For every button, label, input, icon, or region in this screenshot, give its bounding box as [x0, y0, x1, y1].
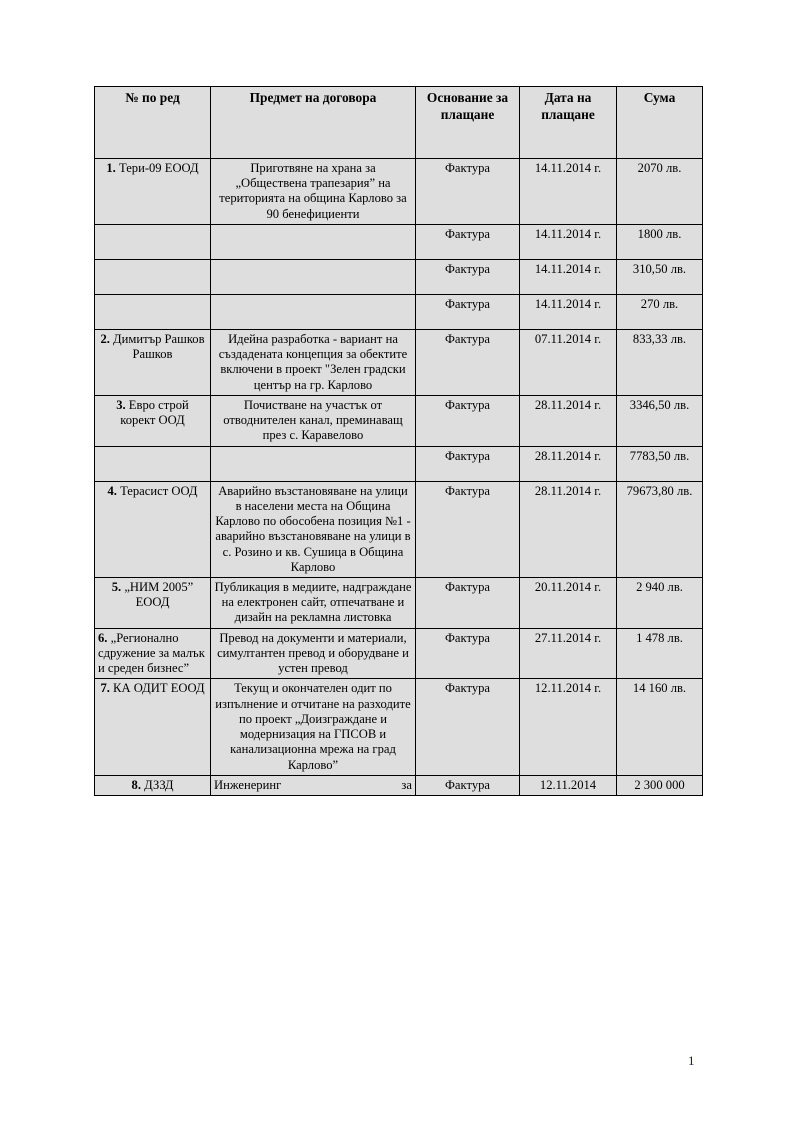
- table-row: [95, 294, 703, 329]
- row-index-label: 1.: [106, 161, 116, 175]
- row-index-label: 6.: [98, 630, 108, 645]
- cell-number: [95, 259, 211, 294]
- cell-date: 28.11.2014 г.: [520, 446, 617, 481]
- row-index-label: 2.: [100, 331, 110, 346]
- cell-date: 14.11.2014 г.: [520, 259, 617, 294]
- table-row: [95, 224, 703, 259]
- table-row: [95, 481, 703, 577]
- table-row: [95, 159, 703, 225]
- cell-basis: Фактура: [416, 679, 520, 775]
- cell-number: [95, 294, 211, 329]
- cell-basis: Фактура: [416, 294, 520, 329]
- cell-date: 28.11.2014 г.: [520, 395, 617, 446]
- cell-date: 12.11.2014: [520, 775, 617, 795]
- table-row: [95, 395, 703, 446]
- table-row: [95, 329, 703, 395]
- cell-sum: 833,33 лв.: [617, 329, 703, 395]
- cell-sum: 270 лв.: [617, 294, 703, 329]
- cell-sum: 1 478 лв.: [617, 628, 703, 679]
- table-row: [95, 577, 703, 628]
- column-header-subject: Предмет на договора: [211, 87, 416, 159]
- cell-sum: 14 160 лв.: [617, 679, 703, 775]
- cell-number: 2. Димитър Рашков Рашков: [95, 329, 211, 395]
- cell-basis: Фактура: [416, 577, 520, 628]
- cell-number: 7. КА ОДИТ ЕООД: [95, 679, 211, 775]
- column-header-basis: Основание за плащане: [416, 87, 520, 159]
- cell-sum: 2 940 лв.: [617, 577, 703, 628]
- cell-number: 1. Тери-09 ЕООД: [95, 159, 211, 225]
- cell-date: 27.11.2014 г.: [520, 628, 617, 679]
- column-header-sum: Сума: [617, 87, 703, 159]
- cell-date: 07.11.2014 г.: [520, 329, 617, 395]
- cell-sum: 2 300 000: [617, 775, 703, 795]
- cell-date: 14.11.2014 г.: [520, 159, 617, 225]
- row-index-label: 5.: [111, 579, 122, 594]
- cell-sum: 79673,80 лв.: [617, 481, 703, 577]
- table-header: [95, 87, 703, 159]
- cell-date: 14.11.2014 г.: [520, 294, 617, 329]
- cell-subject: Превод на документи и материали, симултантен превод и оборудване и устен превод: [211, 628, 416, 679]
- cell-subject: Инженеринг за: [211, 775, 416, 795]
- cell-sum: 7783,50 лв.: [617, 446, 703, 481]
- cell-basis: Фактура: [416, 775, 520, 795]
- cell-number: [95, 446, 211, 481]
- table-body: [95, 159, 703, 796]
- table-row: [95, 446, 703, 481]
- cell-basis: Фактура: [416, 329, 520, 395]
- cell-basis: Фактура: [416, 395, 520, 446]
- cell-date: 14.11.2014 г.: [520, 224, 617, 259]
- page-number: 1: [688, 1053, 695, 1068]
- cell-basis: Фактура: [416, 481, 520, 577]
- column-header-date: Дата на плащане: [520, 87, 617, 159]
- cell-basis: Фактура: [416, 259, 520, 294]
- cell-date: 12.11.2014 г.: [520, 679, 617, 775]
- cell-number: 3. Евро строй корект ООД: [95, 395, 211, 446]
- contracts-table: [94, 86, 703, 796]
- cell-basis: Фактура: [416, 159, 520, 225]
- cell-number: 5. „НИМ 2005” ЕООД: [95, 577, 211, 628]
- table-row: [95, 679, 703, 775]
- cell-subject: Публикация в медиите, надграждане на електронен сайт, отпечатване и дизайн на рекламна листовка: [211, 577, 416, 628]
- cell-number: 6. „Регионално сдружение за малък и среден бизнес”: [95, 628, 211, 679]
- cell-basis: Фактура: [416, 628, 520, 679]
- cell-basis: Фактура: [416, 224, 520, 259]
- cell-subject: Текущ и окончателен одит по изпълнение и отчитане на разходите по проект „Доизграждане и модернизация на ГПСОВ и канализационна мрежа на град Карлово”: [211, 679, 416, 775]
- cell-date: 20.11.2014 г.: [520, 577, 617, 628]
- row-index-label: 8.: [131, 777, 141, 792]
- cell-sum: 2070 лв.: [617, 159, 703, 225]
- row-index-label: 3.: [116, 397, 126, 412]
- row-index-label: 4.: [107, 483, 117, 498]
- table-row: [95, 775, 703, 795]
- cell-subject: [211, 446, 416, 481]
- cell-sum: 310,50 лв.: [617, 259, 703, 294]
- cell-number: 8. ДЗЗД: [95, 775, 211, 795]
- cell-subject: Приготвяне на храна за „Обществена трапезария” на територията на община Карлово за 90 бенефициенти: [211, 159, 416, 225]
- cell-subject: Почистване на участък от отводнителен канал, преминаващ през с. Каравелово: [211, 395, 416, 446]
- cell-date: 28.11.2014 г.: [520, 481, 617, 577]
- row-index-label: 7.: [100, 681, 110, 696]
- cell-subject: [211, 224, 416, 259]
- cell-number: [95, 224, 211, 259]
- cell-sum: 3346,50 лв.: [617, 395, 703, 446]
- cell-subject: Идейна разработка - вариант на създадената концепция за обектите включени в проект "Зелен градски център на гр. Карлово: [211, 329, 416, 395]
- table-header-row: [95, 87, 703, 159]
- table-row: [95, 259, 703, 294]
- cell-sum: 1800 лв.: [617, 224, 703, 259]
- cell-basis: Фактура: [416, 446, 520, 481]
- column-header-number: № по ред: [95, 87, 211, 159]
- cell-subject: [211, 294, 416, 329]
- cell-subject: Аварийно възстановяване на улици в населени места на Община Карлово по обособена позиция №1 - аварийно възстановяване на улици в с. Розино и кв. Сушица в Община Карлово: [211, 481, 416, 577]
- table-row: [95, 628, 703, 679]
- cell-number: 4. Терасист ООД: [95, 481, 211, 577]
- cell-subject: [211, 259, 416, 294]
